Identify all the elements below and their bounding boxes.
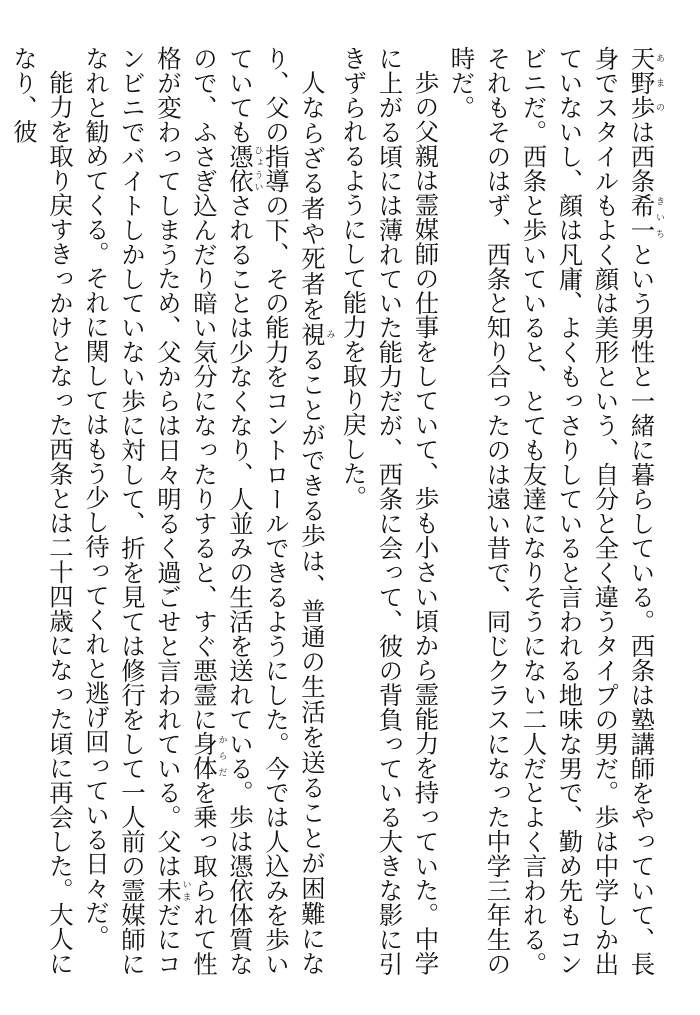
paragraph-4: 能力を取り戻すきっかけとなった西条とは二十四歳になった頃に再会した。大人になり、彼 [9, 46, 74, 976]
ruby-amano-ayumu: 天野歩あまの [626, 46, 664, 120]
paragraph-3: 人ならざる者や死者を視みることができる歩は、普通の生活を送ることが困難になり、父の指導の下、その能力をコントロールできるようにした。今では人込みを歩いていても憑依ひょういされることは少なくなり、人並みの生活を送れている。歩は憑依体質なので、ふさぎ込んだり暗い気分になったりすると、すぐ悪霊に身体からだを乗っ取られて性格が変わってしまうため、父からは日々明るく過ごせと言われている。父は未いまだにコンビニでバイトしかしていない歩に対して、折を見ては修行をして一人前の霊媒師になれと勧めてくる。それに関してはもう少し待ってくれと逃げ回っている日々だ。 [81, 46, 335, 977]
ruby-karada: 身体からだ [189, 731, 227, 781]
paragraph-2: 歩の父親は霊媒師の仕事をしていて、歩も小さい頃から霊能力を持っていた。中学に上がる頃には薄れていた能力だが、西条に会って、彼の背負っている大きな影に引きずられるようにして能力を取り戻した。 [338, 46, 440, 976]
ruby-ima: 未いま [153, 878, 191, 903]
ruby-kiichi: 希一きいち [626, 192, 664, 242]
vertical-text-body [9, 46, 664, 977]
ruby-mi: 視み [297, 322, 335, 348]
paragraph-1: 天野歩あまのは西条希一きいちという男性と一緒に暮らしている。西条は塾講師をやっていて、長身でスタイルもよく顔は美形という、自分と全く違うタイプの男だ。歩は中学しか出ていないし、顔は凡庸、よくもっさりしていると言われる地味な男で、勤め先もコンビニだ。西条と歩いていると、とても友達になりそうにない二人だとよく言われる。それもそのはず、西条と知り合ったのは遠い昔で、同じクラスになった中学三年生の時だ。 [446, 46, 664, 977]
ruby-hyoui: 憑依ひょうい [225, 143, 263, 193]
